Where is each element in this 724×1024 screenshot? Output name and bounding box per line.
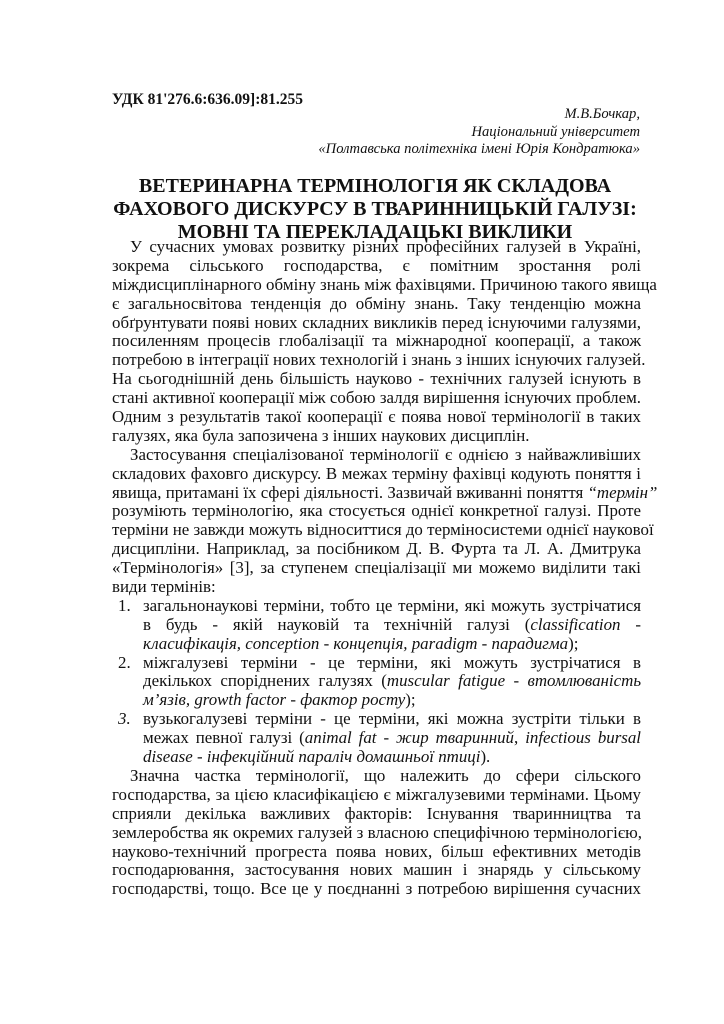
text-segment: вузькогалузеві терміни - це терміни, які можна зустріти тільки в bbox=[143, 709, 641, 729]
text-line bbox=[112, 824, 641, 843]
text-line bbox=[143, 691, 641, 710]
text-line bbox=[112, 861, 641, 880]
text-segment: посиленням процесів глобалізації та міжнародної кооперації, а також bbox=[112, 331, 641, 351]
text-line bbox=[112, 274, 657, 295]
article-body bbox=[112, 237, 658, 899]
text-line bbox=[112, 465, 641, 484]
title-line: МОВНІ ТА ПЕРЕКЛАДАЦЬКІ ВИКЛИКИ bbox=[177, 221, 573, 243]
text-segment: розуміють термінологію, яка стосується однієї конкретної галузі. Проте bbox=[112, 501, 641, 521]
italic-text: класифікація, conception - концепція, paradigm - парадигма bbox=[143, 633, 569, 653]
italic-text: disease - інфекційний параліч домашньої птиці bbox=[143, 747, 481, 767]
text-line bbox=[112, 767, 641, 786]
text-line bbox=[143, 597, 641, 616]
text-segment: господарстві, тощо. Все це у поєднанні з потребою вирішення сучасних bbox=[112, 879, 641, 899]
text-segment: сприяли декілька важливих факторів: Існування тваринництва та bbox=[112, 803, 641, 823]
text-segment: ); bbox=[405, 690, 416, 710]
text-segment: складових фаховго дискурсу. В межах терміну фахівці кодують поняття і bbox=[112, 463, 641, 483]
list-item bbox=[112, 597, 641, 654]
text-segment: терміни не завжди можуть відноситтися до терміносистеми однієї наукової bbox=[112, 520, 654, 540]
italic-text: animal fat - жир тваринний bbox=[304, 728, 514, 748]
text-line bbox=[112, 502, 641, 521]
paragraph bbox=[112, 237, 657, 446]
text-line bbox=[112, 408, 641, 427]
text-segment: дисципліни. Наприклад, за посібником Д. В. Фурта та Л. А. Дмитрука bbox=[112, 539, 641, 559]
text-segment: в будь - якій науковій та технічній галузі ( bbox=[143, 614, 531, 634]
text-segment: потребою в інтеграції нових технологій і знань з інших існуючих галузей. bbox=[112, 350, 646, 370]
text-line bbox=[112, 427, 641, 446]
text-segment: науково-технічний прогреста поява нових, більш ефективних методів bbox=[112, 841, 641, 861]
text-line bbox=[112, 295, 641, 314]
text-line bbox=[143, 729, 641, 748]
udc-code: УДК 81'276.6:636.09]:81.255 bbox=[112, 91, 304, 108]
title-line: ВЕТЕРИНАРНА ТЕРМІНОЛОГІЯ ЯК СКЛАДОВА bbox=[138, 175, 612, 197]
text-line bbox=[112, 540, 641, 559]
text-line bbox=[112, 578, 641, 597]
text-line bbox=[112, 238, 641, 257]
italic-text: infectious bursal bbox=[525, 728, 641, 748]
author-block bbox=[318, 106, 640, 159]
text-segment: Застосування спеціалізованої термінології є однією з найважливіших bbox=[130, 444, 641, 464]
text-segment: ). bbox=[480, 747, 491, 767]
author-name: М.В.Бочкар, bbox=[564, 106, 640, 122]
list-item bbox=[112, 710, 641, 767]
text-segment: є загальносвітова тенденція до обміну знань. Таку тенденцію можна bbox=[112, 293, 641, 313]
text-segment: міждисциплінарного обміну знань між фахівцями. Причиною такого явища bbox=[112, 274, 657, 294]
text-segment: міжгалузеві терміни - це терміни, які можуть зустрічатися в bbox=[143, 652, 641, 672]
text-segment: Значна частка термінології, що належить до сфери сільского bbox=[130, 765, 641, 785]
text-line bbox=[112, 520, 654, 540]
text-segment: На сьогоднішній день більшість науково - технічних галузей існують в bbox=[112, 369, 641, 389]
text-line bbox=[143, 672, 641, 691]
text-segment: господарства, за цією класифікацією є міжгалузевими термінами. Цьому bbox=[112, 784, 641, 804]
author-affiliation: «Полтавська політехніка імені Юрія Кондратюка» bbox=[318, 141, 640, 158]
text-line bbox=[143, 710, 641, 729]
paragraph bbox=[112, 767, 641, 899]
text-segment: декількох споріднених галузях ( bbox=[143, 671, 387, 691]
text-segment: ); bbox=[568, 633, 579, 653]
text-segment: , bbox=[514, 728, 526, 748]
text-segment: «Термінологія» [3], за ступенем спеціалізації ми можемо виділити такі bbox=[112, 558, 641, 578]
text-line bbox=[112, 805, 641, 824]
text-line bbox=[112, 257, 641, 276]
text-segment: види термінів: bbox=[112, 577, 216, 597]
text-segment: У сучасних умовах розвитку різних професійних галузей в Україні, bbox=[130, 237, 641, 256]
text-line bbox=[112, 314, 641, 333]
text-line bbox=[143, 748, 641, 767]
text-line bbox=[112, 350, 646, 370]
text-segment: стані активної кооперації між собою залдя вирішення існуючих проблем. bbox=[112, 388, 641, 408]
text-line bbox=[112, 446, 641, 465]
italic-text: “термін” bbox=[587, 482, 658, 502]
list-number: 3. bbox=[118, 709, 131, 729]
text-line bbox=[112, 370, 641, 389]
title-line: ФАХОВОГО ДИСКУРСУ В ТВАРИННИЦЬКІЙ ГАЛУЗІ: bbox=[113, 198, 637, 220]
text-segment: зокрема сільського господарства, є помітним зростання ролі bbox=[112, 255, 641, 275]
list-number: 1. bbox=[118, 595, 131, 615]
list-number: 2. bbox=[118, 652, 131, 672]
italic-text: classification - bbox=[530, 614, 641, 634]
text-line bbox=[143, 635, 641, 654]
article-title bbox=[90, 175, 660, 244]
text-segment: господарювання, застосування нових машин і знарядь у сільському bbox=[112, 860, 641, 880]
text-line bbox=[143, 616, 641, 635]
text-segment: галузях, яка була запозичена з інших наукових дисциплін. bbox=[112, 425, 530, 445]
text-segment: обґрунтувати появі нових складних викликів перед існуючими галузями, bbox=[112, 312, 641, 332]
text-line bbox=[143, 654, 641, 673]
text-segment: Одним з результатів такої кооперації є поява нової термінології в таких bbox=[112, 407, 641, 427]
text-line bbox=[112, 843, 641, 862]
italic-text: м’язів, growth factor - фактор росту bbox=[143, 690, 406, 710]
text-line bbox=[112, 880, 641, 899]
text-line bbox=[112, 786, 641, 805]
text-segment: межах певної галузі ( bbox=[143, 728, 305, 748]
italic-text: muscular fatigue - втомлюваність bbox=[386, 671, 642, 691]
text-line bbox=[112, 332, 641, 351]
text-line bbox=[112, 559, 641, 578]
paragraph bbox=[112, 444, 658, 597]
list-item bbox=[112, 654, 641, 711]
text-line bbox=[112, 389, 641, 408]
text-segment: загальнонаукові терміни, тобто це терміни, які можуть зустрічатися bbox=[143, 595, 641, 615]
text-segment: землеробства як окремих галузей з власною специфічною термінологією, bbox=[112, 822, 642, 842]
author-affiliation: Національний університет bbox=[471, 123, 640, 140]
text-line bbox=[112, 482, 658, 503]
text-segment: явища, притамані їх сфері діяльності. Зазвичай вживанні поняття bbox=[112, 482, 588, 502]
